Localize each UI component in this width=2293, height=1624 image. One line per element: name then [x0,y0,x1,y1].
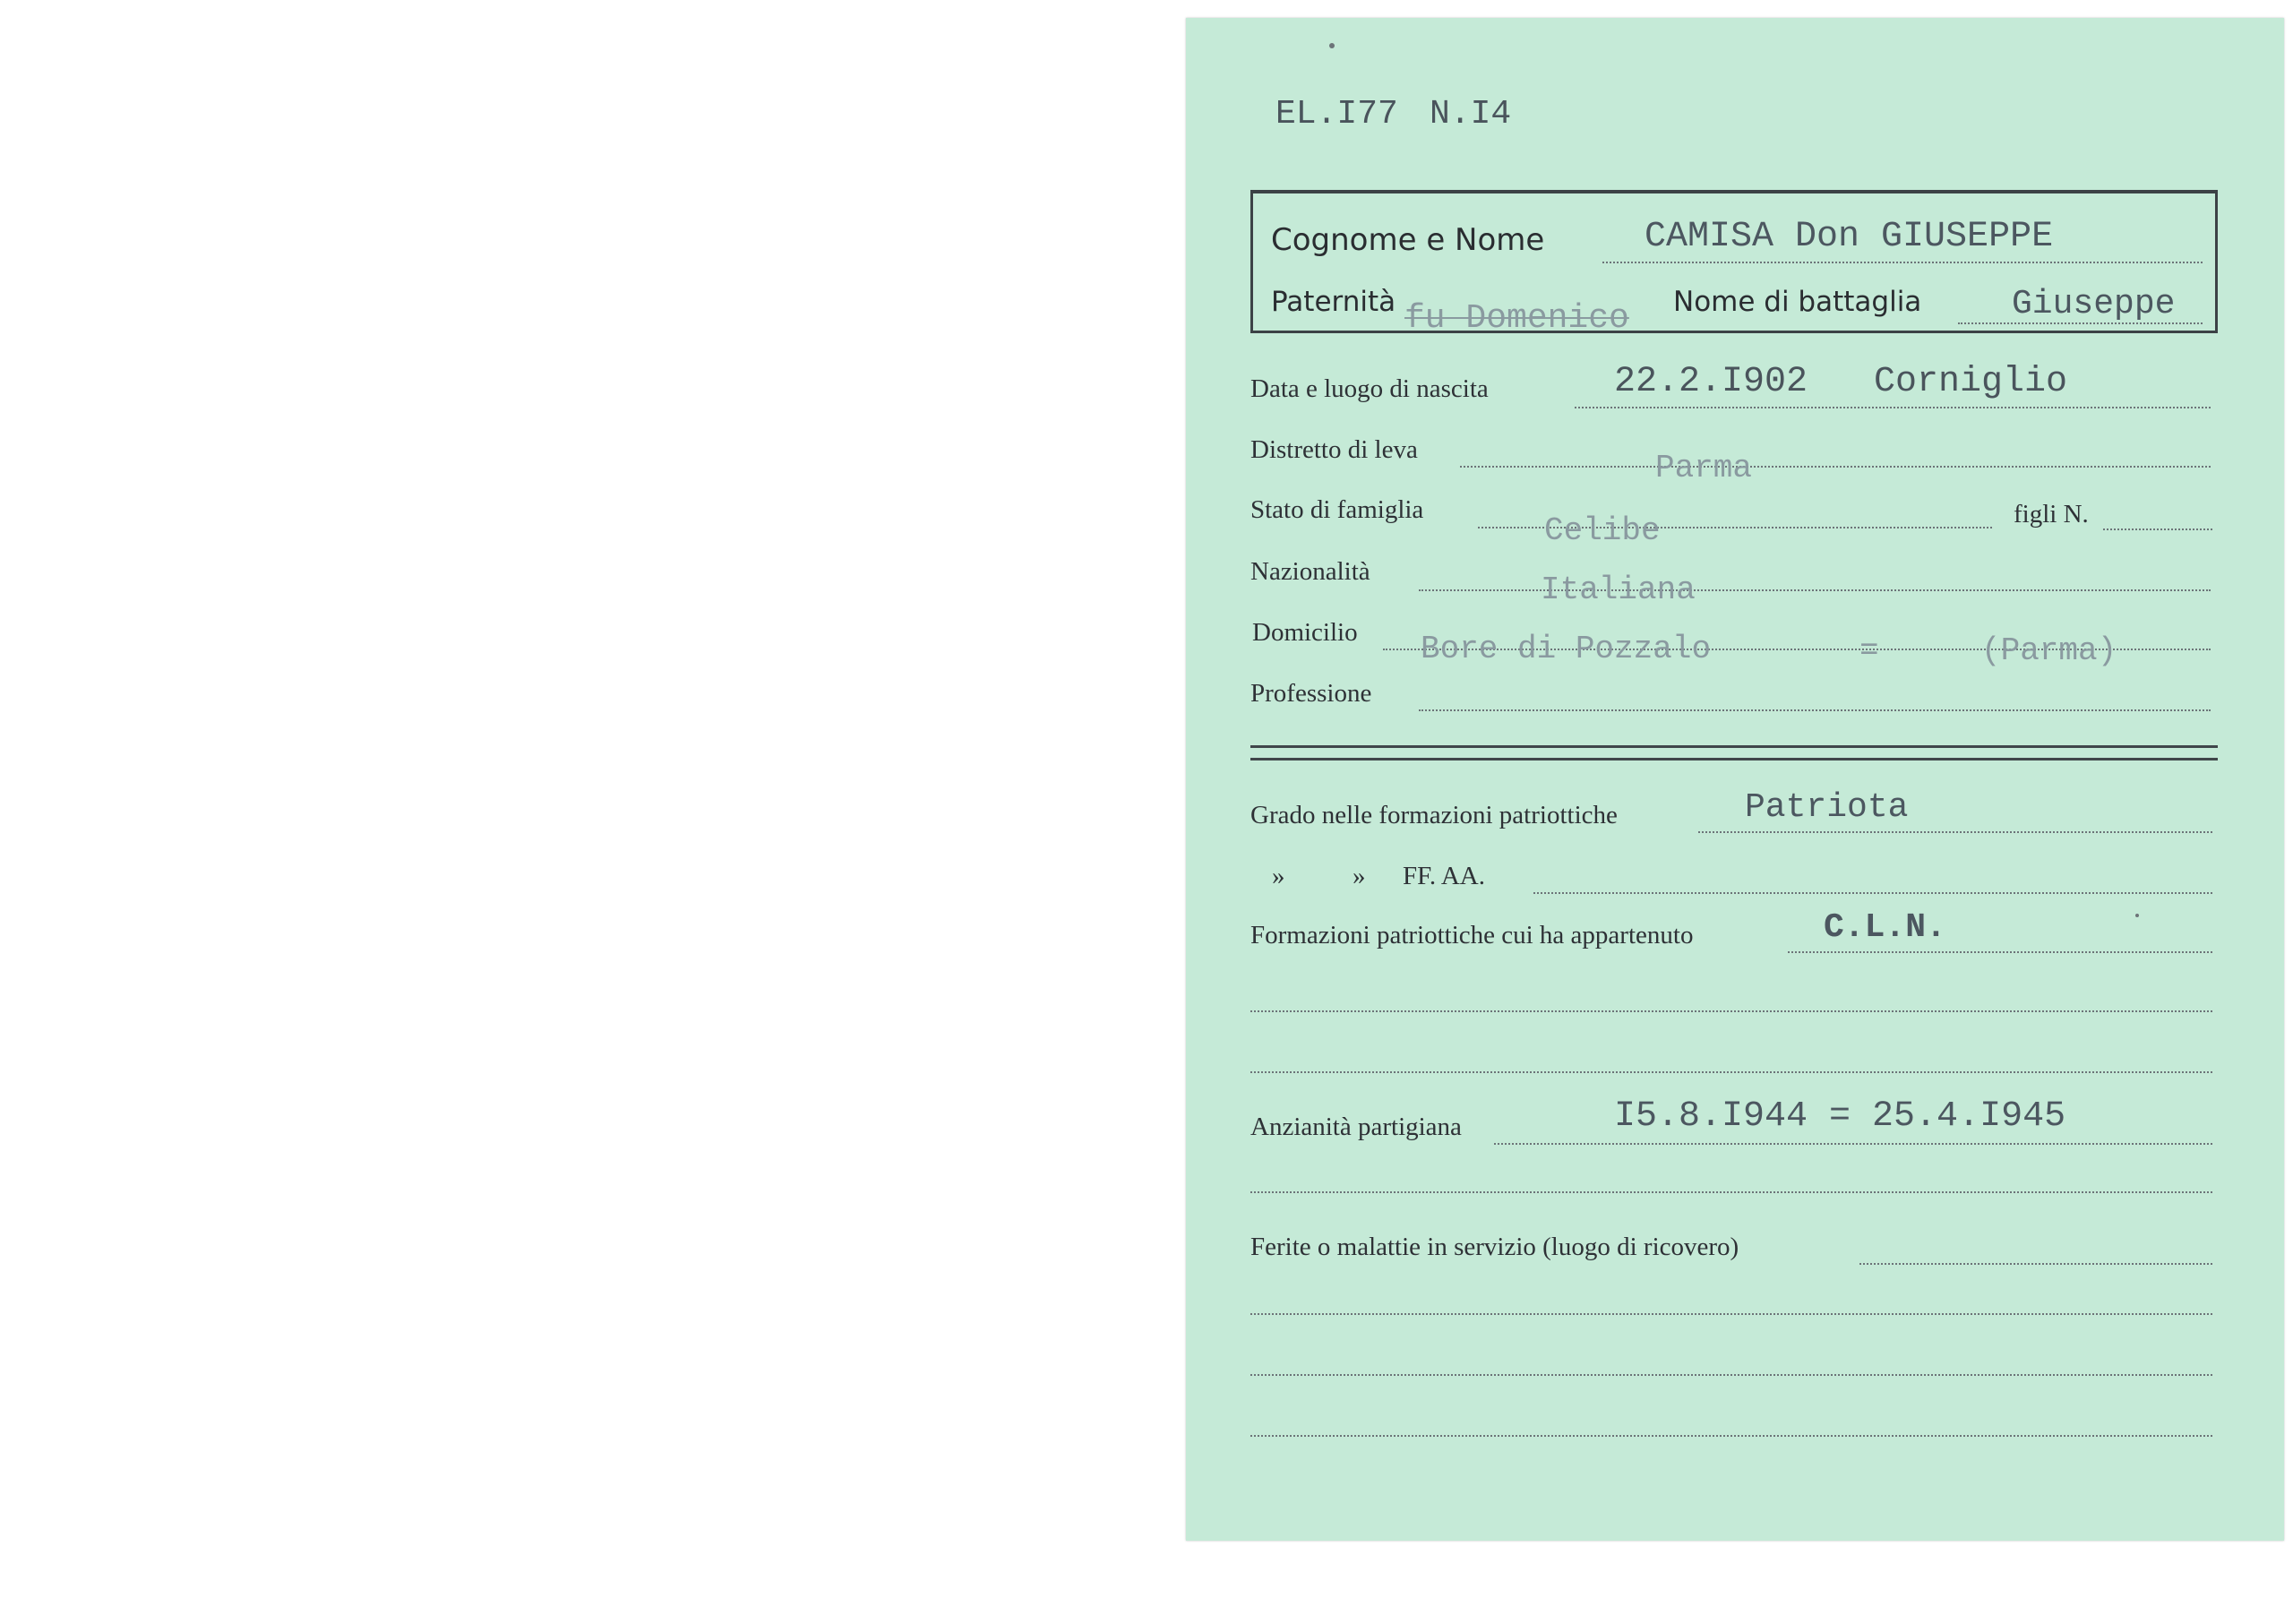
domicile-value: Bore di Pozzalo [1421,631,1712,667]
wounds-label: Ferite o malattie in servizio (luogo di ricovero) [1250,1233,1739,1261]
paternity-value: fu Domenico [1404,299,1629,338]
district-value: Parma [1655,450,1753,486]
seniority-value: I5.8.I944 = 25.4.I945 [1614,1096,2066,1137]
name-value: CAMISA Don GIUSEPPE [1645,217,2054,257]
rank-dotted-line [1698,831,2212,833]
ffaa-label: FF. AA. [1403,862,1485,890]
formations-extra-line-2 [1250,1071,2212,1073]
district-label: Distretto di leva [1250,435,1418,464]
family-value: Celibe [1544,512,1661,549]
rank-value: Patriota [1745,788,1909,827]
formations-value: C.L.N. [1824,908,1946,947]
birth-dotted-line [1575,407,2211,408]
formations-extra-line-1 [1250,1010,2212,1012]
ffaa-mark-1: » [1272,862,1285,890]
ffaa-dotted-line [1533,892,2212,894]
formations-label: Formazioni patriottiche cui ha appartenuto [1250,921,1694,949]
domicile-province: (Parma) [1981,632,2117,669]
separator-line-bottom [1250,758,2218,760]
nationality-value: Italiana [1541,571,1696,608]
separator-line-top [1250,745,2218,748]
birth-label: Data e luogo di nascita [1250,374,1489,403]
partisan-record-card [1186,18,2284,1541]
profession-label: Professione [1250,679,1372,708]
name-label: Cognome e Nome [1271,222,1545,258]
ffaa-mark-2: » [1353,862,1366,890]
paternity-label: Paternità [1271,286,1396,318]
nationality-label: Nazionalità [1250,557,1370,586]
birth-date: 22.2.I902 [1614,362,1808,402]
record-number: N.I4 [1430,95,1512,133]
family-label: Stato di famiglia [1250,495,1424,524]
nationality-dotted-line [1419,589,2211,591]
wounds-extra-line-1 [1250,1313,2212,1315]
seniority-label: Anzianità partigiana [1250,1113,1462,1141]
paper-speck [1329,43,1335,48]
children-label: figli N. [2014,500,2089,528]
battle-name-value: Giuseppe [2012,285,2176,323]
name-dotted-line [1602,262,2203,263]
domicile-separator: = [1859,632,1879,669]
seniority-extra-line [1250,1191,2212,1193]
wounds-extra-line-3 [1250,1435,2212,1437]
paper-speck [2135,914,2139,917]
record-code: EL.I77 [1275,95,1398,133]
wounds-dotted-line [1859,1263,2212,1265]
children-dotted-line [2103,528,2212,530]
profession-dotted-line [1419,709,2211,711]
wounds-extra-line-2 [1250,1374,2212,1376]
domicile-label: Domicilio [1252,618,1358,647]
district-dotted-line [1460,466,2211,468]
battle-name-label: Nome di battaglia [1673,286,1922,318]
rank-label: Grado nelle formazioni patriottiche [1250,801,1618,829]
birth-place: Corniglio [1874,362,2068,402]
seniority-dotted-line [1494,1143,2212,1145]
formations-dotted-line [1788,951,2212,953]
